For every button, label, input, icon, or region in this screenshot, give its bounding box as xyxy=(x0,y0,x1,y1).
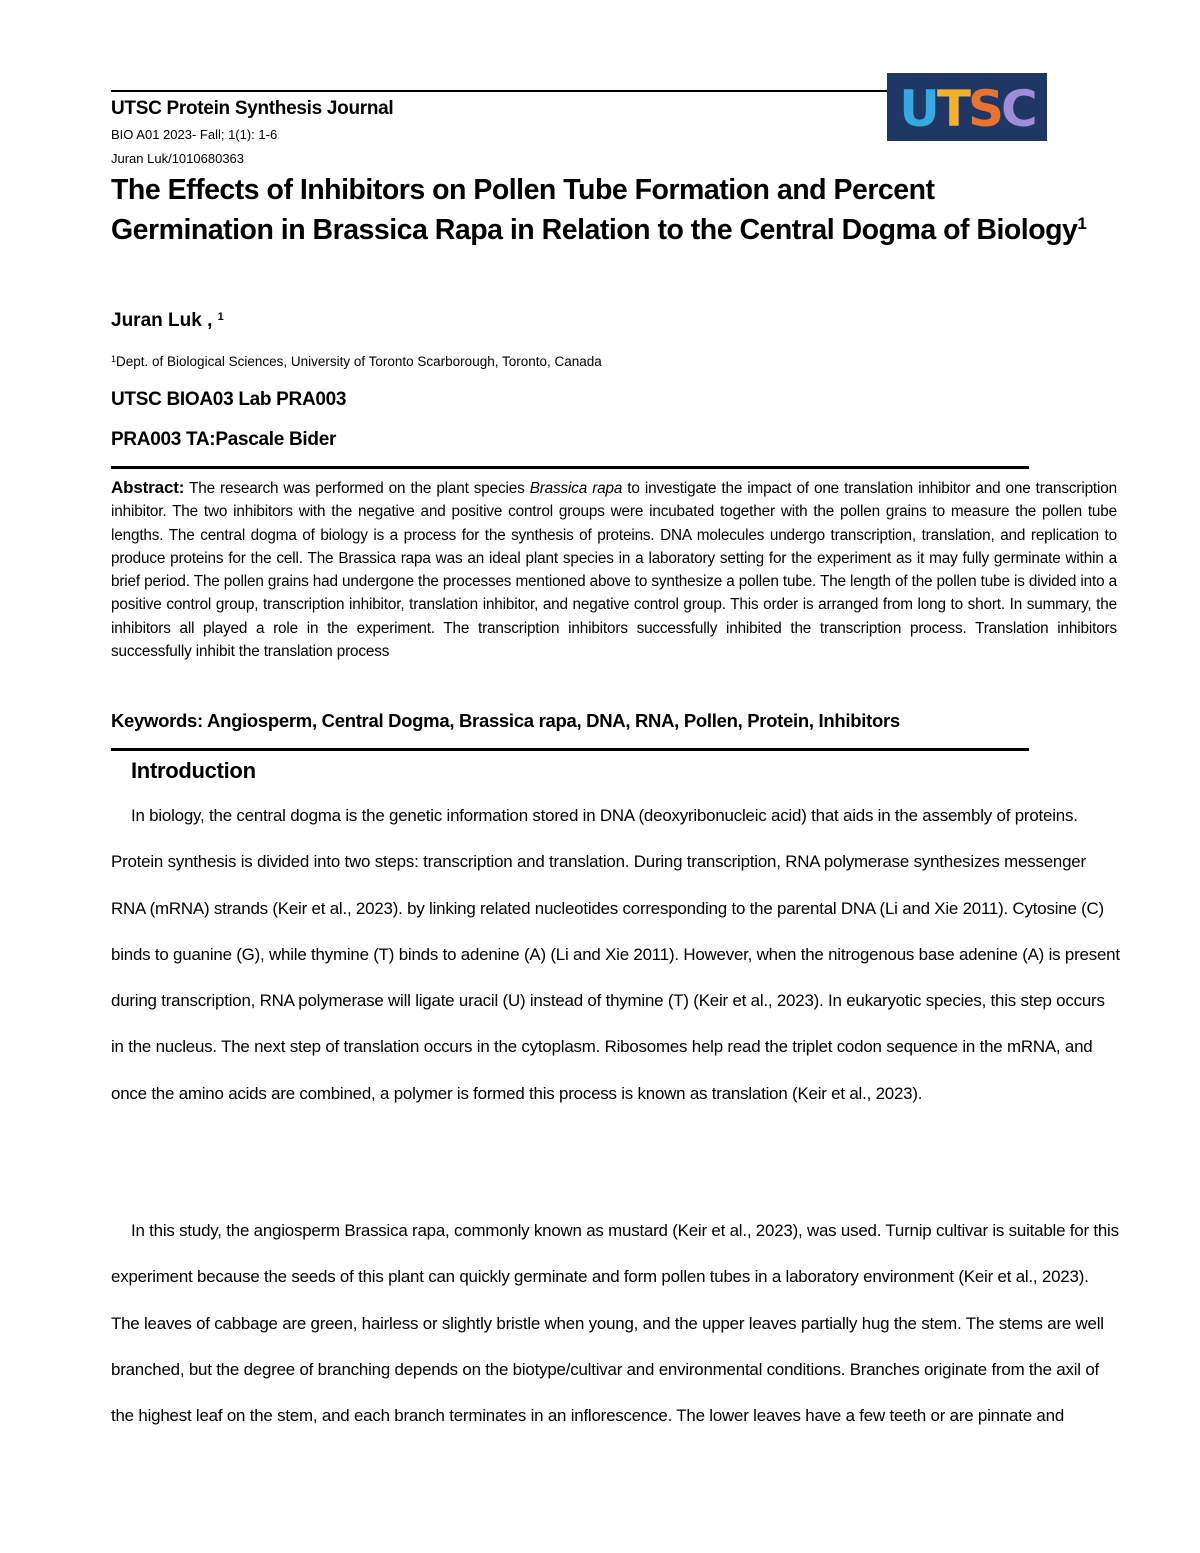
abstract-label: Abstract: xyxy=(111,478,185,497)
paper-title xyxy=(111,170,1101,250)
introduction-paragraph-2 xyxy=(111,1208,1121,1439)
introduction-heading: Introduction xyxy=(131,758,256,783)
abstract xyxy=(111,476,1117,663)
title-footnote-marker: 1 xyxy=(1077,214,1087,233)
header-rule xyxy=(111,90,891,92)
affiliation-text: Dept. of Biological Sciences, University of Toronto Scarborough, Toronto, Canada xyxy=(116,354,602,369)
affiliation-marker: 1 xyxy=(111,354,117,364)
introduction-paragraph-1 xyxy=(111,793,1121,1117)
paragraph-1-text: In biology, the central dogma is the genetic information stored in DNA (deoxyribonucleic acid) that aids in the assembly of proteins. Protein synthesis is divided into two steps: transcription and translation. During transcription, RNA polymerase synthesizes messenger RNA (mRNA) strands (Keir et al., 2023). by linking related nucleotides corresponding to the parental DNA (Li and Xie 2011). Cytosine (C) binds to guanine (G), while thymine (T) binds to adenine (A) (Li and Xie 2011). However, when the nitrogenous base adenine (A) is present during transcription, RNA polymerase will ligate uracil (U) instead of thymine (T) (Keir et al., 2023). In eukaryotic species, this step occurs in the nucleus. The next step of translation occurs in the cytoplasm. Ribosomes help read the triplet codon sequence in the mRNA, and once the amino acids are combined, a polymer is formed this process is known as translation (Keir et al., 2023). xyxy=(111,806,1120,1103)
abstract-text-start: The research was performed on the plant species xyxy=(189,480,525,497)
affiliation xyxy=(111,354,602,369)
lab-section: UTSC BIOA03 Lab PRA003 xyxy=(111,389,347,410)
journal-meta: BIO A01 2023- Fall; 1(1): 1-6 xyxy=(111,127,278,142)
ta-name: PRA003 TA:Pascale Bider xyxy=(111,429,337,450)
author-line xyxy=(111,310,224,332)
keywords: Keywords: Angiosperm, Central Dogma, Brassica rapa, DNA, RNA, Pollen, Protein, Inhibitors xyxy=(111,710,900,731)
author-affiliation-marker: 1 xyxy=(217,311,224,323)
paragraph-2-text: In this study, the angiosperm Brassica rapa, commonly known as mustard (Keir et al., 2023), was used. Turnip cultivar is suitable for this experiment because the seeds of this plant can quickly germinate and form pollen tubes in a laboratory environment (Keir et al., 2023). The leaves of cabbage are green, hairless or slightly bristle when young, and the upper leaves partially hug the stem. The stems are well branched, but the degree of branching depends on the biotype/cultivar and environmental conditions. Branches originate from the axil of the highest leaf on the stem, and each branch terminates in an inflorescence. The lower leaves have a few teeth or are pinnate and xyxy=(111,1221,1119,1426)
abstract-text-rest: to investigate the impact of one translation inhibitor and one transcription inhibitor. The two inhibitors with the negative and positive control groups were incubated together with the pollen grains to measure the pollen tube lengths. The central dogma of biology is a process for the synthesis of proteins. DNA molecules undergo transcription, translation, and replication to produce proteins for the cell. The Brassica rapa was an ideal plant species in a laboratory setting for the experiment as it may fully germinate within a brief period. The pollen grains had undergone the processes mentioned above to synthesize a pollen tube. The length of the pollen tube is divided into a positive control group, transcription inhibitor, translation inhibitor, and negative control group. This order is arranged from long to short. In summary, the inhibitors all played a role in the experiment. The transcription inhibitors successfully inhibited the transcription process. Translation inhibitors successfully inhibit the translation process xyxy=(111,480,1117,661)
abstract-bottom-rule xyxy=(111,748,1029,751)
author-id: Juran Luk/1010680363 xyxy=(111,151,245,166)
abstract-species: Brassica rapa xyxy=(529,480,623,497)
author-name: Juran Luk , xyxy=(111,310,213,331)
abstract-top-rule xyxy=(111,466,1029,469)
journal-name: UTSC Protein Synthesis Journal xyxy=(111,98,394,119)
utsc-logo xyxy=(887,73,1047,141)
utsc-logo-text: UTSC xyxy=(899,79,1035,138)
paper-title-text: The Effects of Inhibitors on Pollen Tube Formation and Percent Germination in Brassica Rapa in Relation to the Central Dogma of Biology xyxy=(111,174,1078,246)
